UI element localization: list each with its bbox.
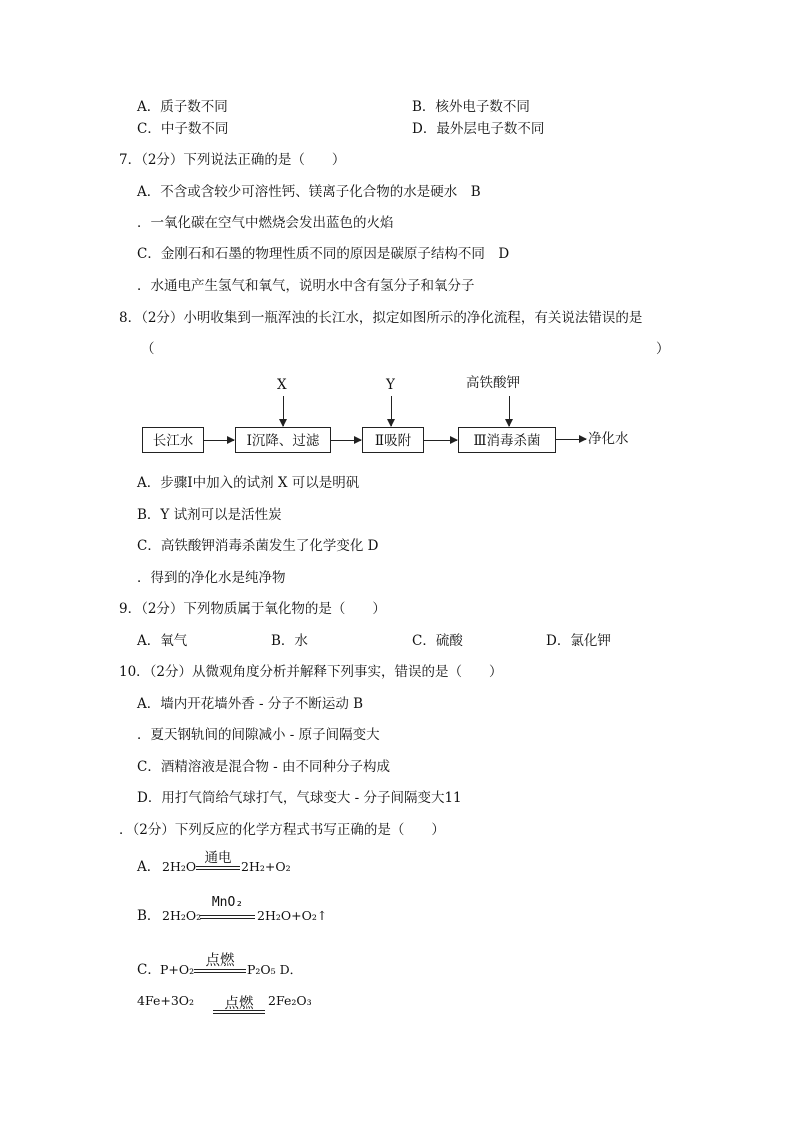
arrow-down-y: [391, 396, 392, 426]
q8-line-1: A．步骤Ⅰ中加入的试剂 X 可以是明矾: [137, 475, 360, 491]
q7-line-4: ．水通电产生氢气和氧气，说明水中含有氢分子和氧分子: [137, 278, 475, 294]
q6-option-d: D．最外层电子数不同: [412, 121, 545, 137]
q11-c-equals-top: [194, 969, 246, 970]
arrow-right-3: [424, 440, 457, 441]
q11-d-right: 2Fe₂O₃: [268, 993, 312, 1008]
arrow-right-2: [331, 440, 361, 441]
q11-d-left: 4Fe+3O₂: [137, 993, 195, 1008]
q8-line-4: ．得到的净化水是纯净物: [137, 570, 286, 586]
q10-line-1: A．墙内开花墙外香 - 分子不断运动 B: [137, 696, 364, 712]
reagent-x-label: X: [277, 377, 287, 393]
q9-option-c: C．硫酸: [412, 633, 463, 649]
q11-b-label: B．: [137, 908, 161, 924]
q11-c-left: P+O₂: [160, 962, 195, 977]
box-changjiang-water: 长江水: [142, 427, 204, 453]
q11-b-condition: MnO₂: [211, 895, 244, 910]
q11-c-equals-bottom: [194, 972, 246, 973]
q11-c-right: P₂O₅ D．: [247, 962, 303, 977]
q11-a-condition: 通电: [204, 850, 232, 866]
q8-line-3: C．高铁酸钾消毒杀菌发生了化学变化 D: [137, 538, 379, 554]
q10-line-4: D．用打气筒给气球打气，气球变大 - 分子间隔变大11: [137, 790, 462, 806]
q11-b-equals-bottom: [200, 918, 255, 919]
box-step-3: Ⅲ消毒杀菌: [458, 427, 556, 453]
arrow-down-x: [283, 396, 284, 426]
q8-line-2: B．Y 试剂可以是活性炭: [137, 507, 282, 523]
q11-c-label: C．: [137, 962, 161, 978]
q8-stem: 8．（2分）小明收集到一瓶浑浊的长江水，拟定如图所示的净化流程，有关说法错误的是: [119, 310, 643, 326]
box-step-2: Ⅱ吸附: [362, 427, 424, 453]
reagent-y-label: Y: [386, 377, 395, 393]
q7-line-3: C．金刚石和石墨的物理性质不同的原因是碳原子结构不同 D: [137, 246, 510, 262]
q11-d-equals-bottom: [213, 1013, 265, 1014]
q6-option-b: B．核外电子数不同: [412, 99, 530, 115]
q11-a-equals-bottom: [196, 869, 240, 870]
arrow-down-z: [509, 396, 510, 426]
q6-option-c: C．中子数不同: [137, 121, 229, 137]
q11-a-left: 2H₂O: [162, 859, 197, 874]
arrow-right-1: [204, 440, 234, 441]
q11-d-condition: 点燃: [224, 996, 254, 1012]
q6-option-a: A．质子数不同: [137, 99, 228, 115]
output-purified-water: 净化水: [588, 431, 629, 447]
q11-d-equals-top: [213, 1010, 265, 1011]
q11-c-condition: 点燃: [205, 953, 235, 969]
q11-a-equals-top: [196, 866, 240, 867]
q9-option-b: B．水: [271, 633, 308, 649]
q7-line-1: A．不含或含较少可溶性钙、镁离子化合物的水是硬水 B: [137, 184, 481, 200]
q11-a-right: 2H₂+O₂: [241, 859, 291, 874]
q11-stem: ．（2分）下列反应的化学方程式书写正确的是（ ）: [119, 822, 445, 838]
box-step-1: Ⅰ沉降、过滤: [235, 427, 331, 453]
q10-stem: 10．（2分）从微观角度分析并解释下列事实，错误的是（ ）: [119, 664, 503, 680]
q10-line-2: ．夏天钢轨间的间隙减小 - 原子间隔变大: [137, 727, 380, 743]
q8-paren-close: ）: [656, 341, 670, 357]
q11-b-right: 2H₂O+O₂↑: [257, 908, 328, 923]
q10-line-3: C．酒精溶液是混合物 - 由不同种分子构成: [137, 759, 390, 775]
q7-line-2: ．一氧化碳在空气中燃烧会发出蓝色的火焰: [137, 215, 394, 231]
q7-stem: 7．（2分）下列说法正确的是（ ）: [119, 152, 346, 168]
arrow-right-4: [556, 439, 586, 440]
reagent-z-label: 高铁酸钾: [466, 375, 520, 391]
q9-stem: 9．（2分）下列物质属于氧化物的是（ ）: [119, 601, 386, 617]
q9-option-d: D．氯化钾: [546, 633, 611, 649]
q8-paren-open: （: [141, 341, 155, 357]
q11-b-equals-top: [200, 915, 255, 916]
q11-b-left: 2H₂O₂: [162, 908, 202, 923]
q11-a-label: A．: [137, 859, 161, 875]
q9-option-a: A．氧气: [137, 633, 188, 649]
